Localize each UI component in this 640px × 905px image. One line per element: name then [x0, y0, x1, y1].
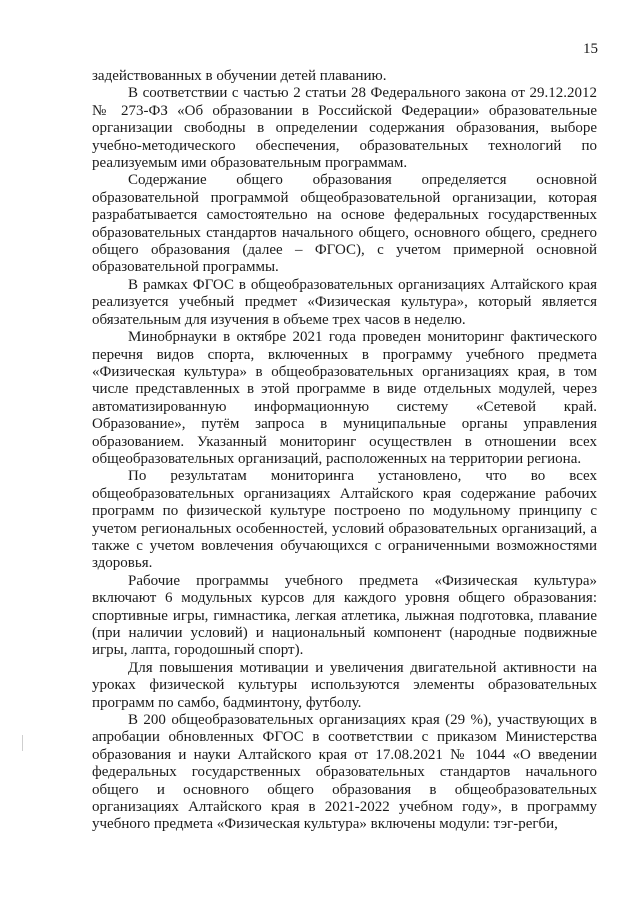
scan-margin-mark [22, 735, 23, 751]
paragraph-continuation: задействованных в обучении детей плаванию. [92, 68, 387, 84]
paragraph-work-programs: Рабочие программы учебного предмета «Физическая культура» включают 6 модульных курсов для каждого уровня общего образования: спортивные игры, гимнастика, легкая атлетика, лыжная подготовка, плавание (при наличии условий) и национальный компонент (народные подвижные игры, лапта, городошный спорт). [92, 572, 597, 659]
paragraph-federal-law: В соответствии с частью 2 статьи 28 Федерального закона от 29.12.2012 № 273-ФЗ «Об образовании в Российской Федерации» образовательные организации свободны в определении содержания образования, выборе учебно-методического обеспечения, образовательных технологий по реализуемым ими образовательным программам. [92, 85, 597, 172]
paragraph-monitoring-results: По результатам мониторинга установлено, что во всех общеобразовательных организациях Алтайского края содержание рабочих программ по физической культуре построено по модульному принципу с учетом региональных особенностей, условий образовательных организаций, а также с учетом вовлечения обучающихся с ограниченными возможностями здоровья. [92, 468, 597, 572]
document-body [92, 68, 597, 834]
paragraph-fgos-subject: В рамках ФГОС в общеобразовательных организациях Алтайского края реализуется учебный предмет «Физическая культура», который является обязательным для изучения в объеме трех часов в неделю. [92, 276, 597, 328]
paragraph-motivation: Для повышения мотивации и увеличения двигательной активности на уроках физической культуры используются элементы образовательных программ по самбо, бадминтону, футболу. [92, 659, 597, 711]
page-number: 15 [583, 41, 598, 57]
paragraph-pilot-organizations: В 200 общеобразовательных организациях края (29 %), участвующих в апробации обновленных ФГОС в соответствии с приказом Министерства образования и науки Алтайского края от 17.08.2021 № 1044 «О введении федеральных государственных образовательных стандартов начального общего и основного общего образования в общеобразовательных организациях Алтайского края в 2021-2022 учебном году», в программу учебного предмета «Физическая культура» включены модули: тэг-регби, [92, 712, 597, 833]
paragraph-monitoring: Минобрнауки в октябре 2021 года проведен мониторинг фактического перечня видов спорта, включенных в программу учебного предмета «Физическая культура» в общеобразовательных организациях края, в том числе представленных в этой программе в виде отдельных модулей, через автоматизированную информационную систему «Сетевой край. Образование», путём запроса в муниципальные органы управления образованием. Указанный мониторинг осуществлен в отношении всех общеобразовательных организаций, расположенных на территории региона. [92, 329, 597, 467]
paragraph-education-content: Содержание общего образования определяется основной образовательной программой общеобразовательной организации, которая разрабатывается самостоятельно на основе федеральных государственных образовательных стандартов начального общего, основного общего, среднего общего образования (далее – ФГОС), с учетом примерной основной образовательной программы. [92, 172, 597, 276]
